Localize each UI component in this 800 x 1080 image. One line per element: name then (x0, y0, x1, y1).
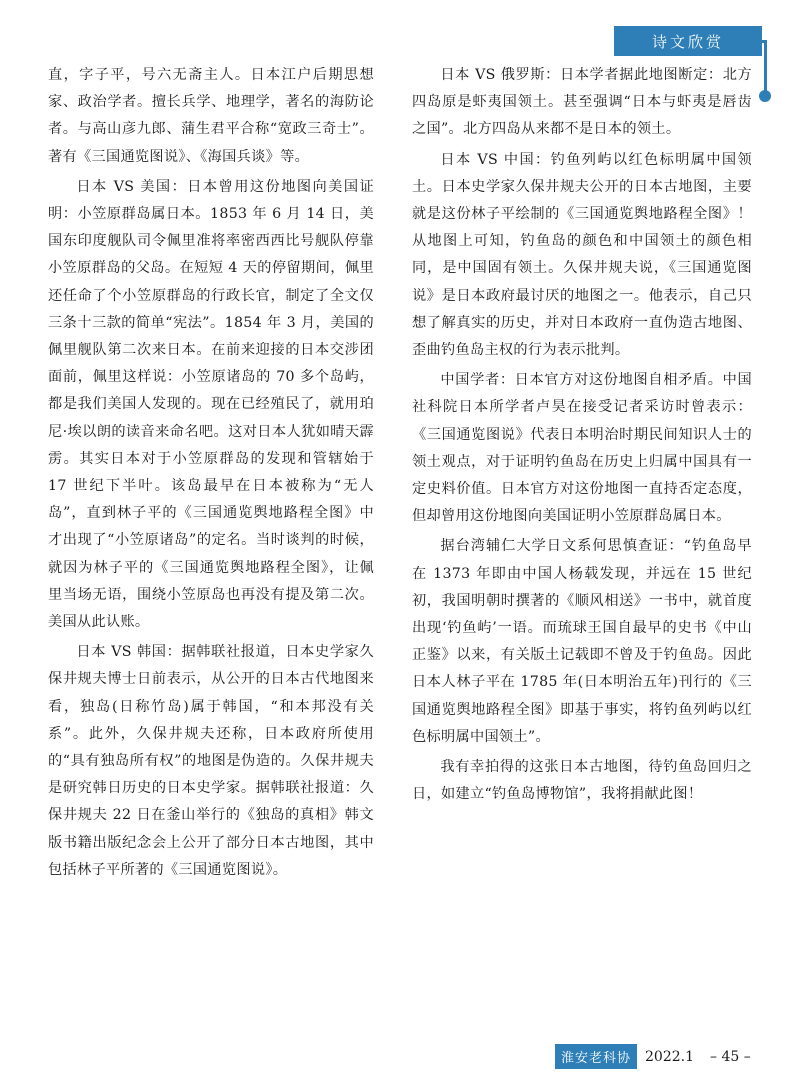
section-title-tab (614, 26, 762, 56)
paragraph: 据台湾辅仁大学日文系何思慎查证：“钓鱼岛早在 1373 年即由中国人杨载发现，并远在 15 世纪初，我国明朝时撰著的《顺风相送》一书中，就首度出现‘钓鱼屿’一语。而琉球王国自最早的史书《中山正鉴》以来，有关版土记载即不曾及于钓鱼岛。因此日本人林子平在 1785 年(日本明治五年)刊行的《三国通览舆地路程全图》即基于事实，将钓鱼列屿以红色标明属中国领土”。 (412, 538, 752, 745)
paragraph: 直，字子平，号六无斋主人。日本江户后期思想家、政治学者。擅长兵学、地理学，著名的海防论者。与高山彦九郎、蒲生君平合称“宽政三奇士”。著有《三国通览图说》、《海国兵谈》等。 (48, 67, 374, 165)
right-column (412, 62, 752, 811)
page-footer (555, 1044, 751, 1069)
paragraph: 日本 VS 美国：日本曾用这份地图向美国证明：小笠原群岛属日本。1853 年 6 月 14 日，美国东印度舰队司令佩里准将率密西西比号舰队停靠小笠原群岛的父岛。在短短 4 天的停留期间，佩里还任命了个小笠原群岛的行政长官，制定了全文仅三条十三款的简单“宪法”。1854 年 3 月，美国的佩里舰队第二次来日本。在前来迎接的日本交涉团面前，佩里这样说：小笠原诸岛的 70 多个岛屿，都是我们美国人发现的。现在已经殖民了，就用珀尼·埃以朗的读音来命名吧。这对日本人犹如晴天霹雳。其实日本对于小笠原群岛的发现和管辖始于 17 世纪下半叶。该岛最早在日本被称为“无人岛”，直到林子平的《三国通览舆地路程全图》中才出现了“小笠原诸岛”的定名。当时谈判的时候，就因为林子平的《三国通览舆地路程全图》，让佩里当场无语，围绕小笠原岛也再没有提及第二次。美国从此认账。 (48, 178, 374, 631)
header-decoration-dot (759, 90, 771, 102)
paragraph: 日本 VS 中国：钓鱼列屿以红色标明属中国领土。日本史学家久保井规夫公开的日本古地图，主要就是这份林子平绘制的《三国通览舆地路程全图》！从地图上可知，钓鱼岛的颜色和中国领土的颜色相同，是中国固有领土。久保井规夫说，《三国通览图说》是日本政府最讨厌的地图之一。他表示，自己只想了解真实的历史，并对日本政府一直伪造古地图、歪曲钓鱼岛主权的行为表示批判。 (412, 151, 752, 359)
left-column (48, 62, 374, 887)
paragraph: 日本 VS 韩国：据韩联社报道，日本史学家久保井规夫博士日前表示，从公开的日本古代地图来看，独岛(日称竹岛)属于韩国，“和本邦没有关系”。此外，久保井规夫还称，日本政府所使用的“具有独岛所有权”的地图是伪造的。久保井规夫是研究韩日历史的日本史学家。据韩联社报道：久保井规夫 22 日在釜山举行的《独岛的真相》韩文版书籍出版纪念会上公开了部分日本古地图，其中包括林子平所著的《三国通览图说》。 (48, 644, 374, 878)
paragraph: 我有幸拍得的这张日本古地图，待钓鱼岛回归之日，如建立“钓鱼岛博物馆”，我将捐献此图！ (412, 759, 752, 803)
header-decoration-line (764, 40, 767, 96)
publication-issue: 2022.1 (645, 1048, 695, 1065)
publication-brand: 淮安老科协 (555, 1044, 637, 1069)
paragraph: 日本 VS 俄罗斯：日本学者据此地图断定：北方四岛原是虾夷国领土。甚至强调“日本与虾夷是唇齿之国”。北方四岛从来都不是日本的领土。 (412, 67, 752, 138)
page-number: – 45 – (710, 1048, 751, 1065)
paragraph: 中国学者：日本官方对这份地图自相矛盾。中国社科院日本所学者卢昊在接受记者采访时曾表示：《三国通览图说》代表日本明治时期民间知识人士的领土观点，对于证明钓鱼岛在历史上归属中国具有一定史料价值。日本官方对这份地图一直持否定态度，但却曾用这份地图向美国证明小笠原群岛属日本。 (412, 372, 752, 525)
section-title: 诗文欣赏 (651, 32, 724, 51)
